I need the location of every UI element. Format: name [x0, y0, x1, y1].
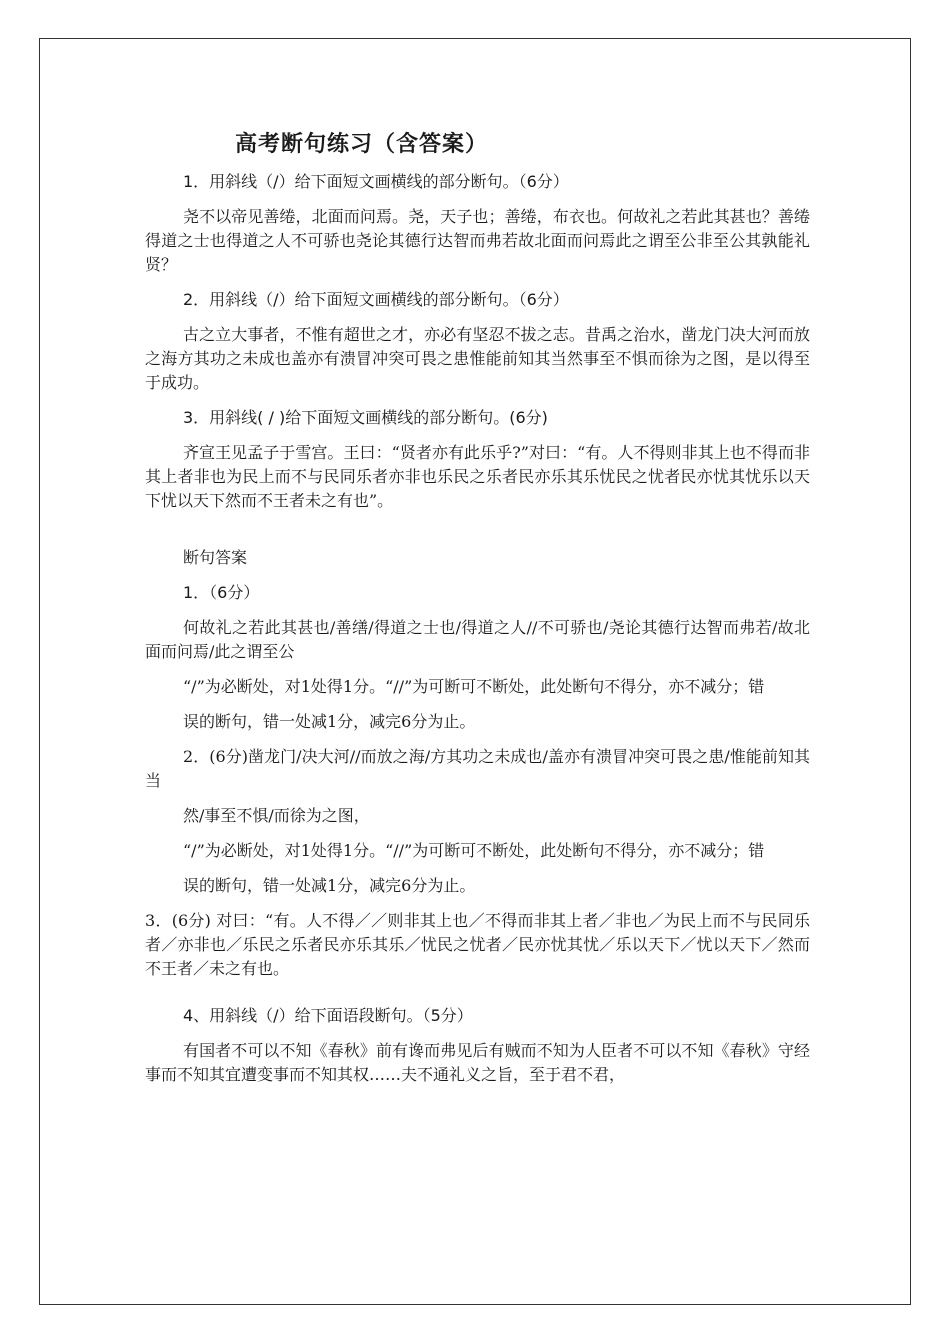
answer-1-note-continued: 误的断句，错一处减1分，减完6分为止。 — [183, 712, 476, 731]
question-2-prompt: 2．用斜线（/）给下面短文画横线的部分断句。（6分） — [183, 290, 569, 309]
answer-2-note: “/”为必断处，对1处得1分。“//”为可断可不断处，此处断句不得分，亦不减分；错 — [183, 841, 765, 860]
page-title: 高考断句练习（含答案） — [235, 132, 489, 157]
answer-2-text-continued: 然/事至不惧/而徐为之图， — [183, 806, 370, 825]
answer-2-note-continued: 误的断句，错一处减1分，减完6分为止。 — [183, 876, 476, 895]
question-2-text: 古之立大事者，不惟有超世之才，亦必有坚忍不拔之志。昔禹之治水，凿龙门决大河而放之海方其功之未成也盖亦有溃冒冲突可畏之患惟能前知其当然事至不惧而徐为之图，是以得至于成功。 — [145, 325, 810, 392]
answer-1-note: “/”为必断处，对1处得1分。“//”为可断可不断处，此处断句不得分，亦不减分；错 — [183, 677, 765, 696]
question-1-text: 尧不以帝见善绻，北面而问焉。尧，天子也；善绻，布衣也。何故礼之若此其甚也？善绻得道之士也得道之人不可骄也尧论其德行达智而弗若故北面而问焉此之谓至公非至公其孰能礼贤？ — [145, 207, 810, 274]
document-body — [145, 130, 810, 1098]
question-3-text: 齐宣王见孟子于雪宫。王曰：“贤者亦有此乐乎?”对曰：“有。人不得则非其上也不得而非其上者非也为民上而不与民同乐者亦非也乐民之乐者民亦乐其乐忧民之忧者民亦忧其忧乐以天下忧以天下然而不王者未之有也”。 — [145, 443, 810, 510]
answer-1-label: 1．（6分） — [183, 583, 260, 602]
question-3-prompt: 3．用斜线( / )给下面短文画横线的部分断句。(6分) — [183, 408, 548, 427]
section-gap — [145, 524, 810, 546]
answers-heading: 断句答案 — [183, 548, 248, 567]
question-4-text: 有国者不可以不知《春秋》前有谗而弗见后有贼而不知为人臣者不可以不知《春秋》守经事而不知其宜遭变事而不知其权……夫不通礼义之旨，至于君不君， — [145, 1041, 810, 1084]
section-gap-2 — [145, 992, 810, 1004]
answer-2-text: 2．(6分)凿龙门/决大河//而放之海/方其功之未成也/盖亦有溃冒冲突可畏之患/惟能前知其当 — [145, 747, 810, 790]
question-1-prompt: 1．用斜线（/）给下面短文画横线的部分断句。（6分） — [183, 172, 569, 191]
answer-1-text: 何故礼之若此其甚也/善缮/得道之士也/得道之人//不可骄也/尧论其德行达智而弗若/故北面而问焉/此之谓至公 — [145, 618, 810, 661]
answer-3-text: 3．(6分) 对曰：“有。人不得／／则非其上也／不得而非其上者／非也／为民上而不与民同乐者／亦非也／乐民之乐者民亦乐其乐／忧民之忧者／民亦忧其忧／乐以天下／忧以天下／然而不王者／未之有也。 — [145, 911, 810, 978]
question-4-prompt: 4、用斜线（/）给下面语段断句。（5分） — [183, 1006, 473, 1025]
